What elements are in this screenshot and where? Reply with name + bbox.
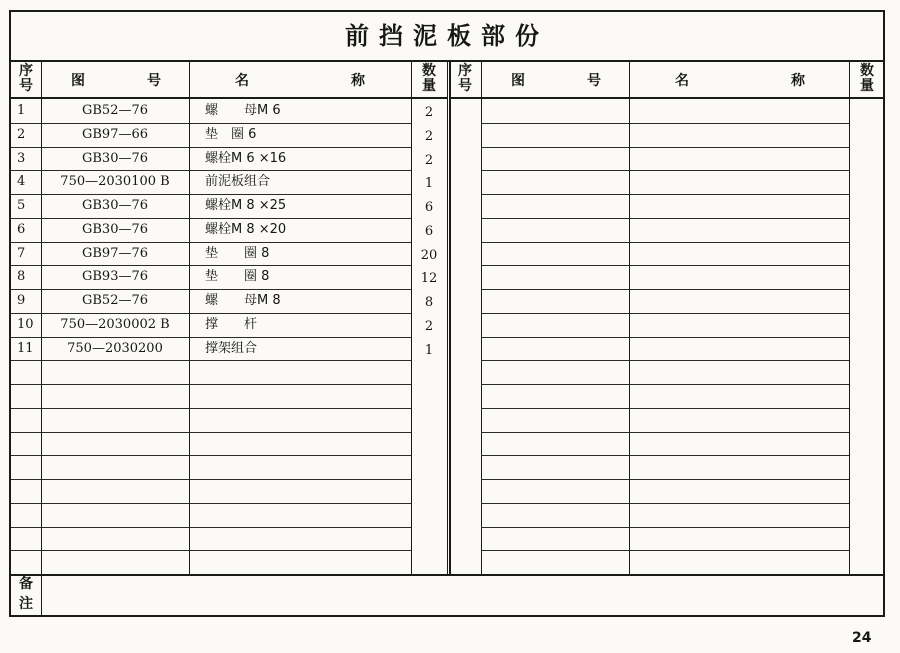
row-drawing-no: GB52—76 <box>81 293 149 308</box>
row-qty: 20 <box>420 247 438 263</box>
row-qty: 2 <box>424 152 434 168</box>
row-qty: 6 <box>424 200 434 215</box>
row-rule <box>481 337 849 338</box>
row-part-name: 螺栓M 8 ×25 <box>205 198 287 213</box>
header-qty-right-1: 数 <box>860 63 874 79</box>
remarks-label-1: 备 <box>19 576 33 592</box>
row-no: 8 <box>17 269 26 285</box>
header-drawing-right-1: 图 <box>511 73 525 89</box>
parts-list-sheet <box>9 10 885 617</box>
page-title: 前挡泥板部份 <box>11 12 883 62</box>
row-qty: 12 <box>420 271 438 287</box>
remarks-label <box>11 574 41 614</box>
row-part-name: 垫 圈 8 <box>205 245 270 261</box>
row-drawing-no: 750—2030100 B <box>60 174 170 190</box>
row-drawing-no: GB93—76 <box>81 269 149 285</box>
row-rule <box>481 360 849 361</box>
row-drawing-no: GB97—66 <box>81 126 149 142</box>
row-part-name: 螺栓M 6 ×16 <box>205 150 287 166</box>
row-rule <box>481 265 849 266</box>
header-qty <box>411 60 447 99</box>
row-no: 9 <box>17 293 26 308</box>
row-no: 5 <box>17 198 26 213</box>
divider <box>447 60 448 574</box>
row-drawing-no: GB30—76 <box>81 150 149 166</box>
row-part-name: 垫 圈 8 <box>205 269 270 285</box>
row-rule <box>481 170 849 171</box>
row-rule <box>481 289 849 290</box>
header-drawing-no <box>41 60 189 99</box>
row-rule <box>11 550 411 551</box>
row-rule <box>481 194 849 195</box>
row-drawing-no: GB52—76 <box>81 103 149 118</box>
header-no-right <box>449 60 481 99</box>
row-qty: 2 <box>424 128 434 144</box>
row-rule <box>481 550 849 551</box>
header-no-1: 序 <box>19 63 33 79</box>
divider <box>629 60 630 574</box>
row-qty: 2 <box>424 318 434 334</box>
header-name-right-2: 称 <box>791 73 805 89</box>
row-no: 4 <box>17 174 26 190</box>
remarks-top-rule <box>11 574 883 576</box>
row-rule <box>11 503 411 504</box>
row-no: 3 <box>17 150 26 166</box>
header-drawing-no-right <box>481 60 629 99</box>
header-no <box>11 60 41 99</box>
row-rule <box>481 432 849 433</box>
header-no-right-1: 序 <box>458 63 472 79</box>
row-rule <box>11 360 411 361</box>
divider <box>41 574 42 617</box>
row-drawing-no: 750—2030002 B <box>60 316 170 332</box>
row-rule <box>481 242 849 243</box>
row-qty: 1 <box>424 176 434 192</box>
page-number: 24 <box>852 630 872 646</box>
row-part-name: 螺 母M 8 <box>205 293 281 308</box>
header-name-1: 名 <box>235 73 249 89</box>
row-no: 11 <box>17 340 34 356</box>
row-qty: 2 <box>424 105 434 120</box>
header-name-right-1: 名 <box>675 73 689 89</box>
row-rule <box>11 408 411 409</box>
row-drawing-no: 750—2030200 <box>67 340 163 356</box>
row-rule <box>481 123 849 124</box>
row-qty: 8 <box>424 295 434 310</box>
header-drawing-right-2: 号 <box>587 73 601 89</box>
row-part-name: 垫 圈 6 <box>205 126 257 142</box>
row-qty: 1 <box>424 342 434 358</box>
header-name-right <box>629 60 849 99</box>
row-rule <box>481 384 849 385</box>
row-rule <box>481 147 849 148</box>
row-drawing-no: GB30—76 <box>81 221 149 237</box>
row-rule <box>481 218 849 219</box>
row-part-name: 撑 杆 <box>205 316 258 332</box>
row-part-name: 撑架组合 <box>205 340 258 356</box>
header-drawing-1: 图 <box>71 73 85 89</box>
header-qty-2: 量 <box>422 78 436 94</box>
header-qty-right <box>849 60 885 99</box>
row-rule <box>481 479 849 480</box>
divider <box>449 60 451 574</box>
divider <box>481 60 482 574</box>
row-drawing-no: GB97—76 <box>81 245 149 261</box>
row-part-name: 前泥板组合 <box>205 174 271 190</box>
row-no: 6 <box>17 221 26 237</box>
row-qty: 6 <box>424 223 434 239</box>
row-rule <box>481 455 849 456</box>
row-part-name: 螺 母M 6 <box>205 103 281 118</box>
row-rule <box>481 503 849 504</box>
header-no-2: 号 <box>19 78 33 94</box>
row-no: 1 <box>17 103 26 118</box>
remarks-label-2: 注 <box>19 596 33 612</box>
row-rule <box>11 479 411 480</box>
row-rule <box>481 408 849 409</box>
header-qty-right-2: 量 <box>860 78 874 94</box>
row-no: 10 <box>17 316 34 332</box>
row-no: 7 <box>17 245 26 261</box>
row-rule <box>11 455 411 456</box>
header-drawing-2: 号 <box>147 73 161 89</box>
row-rule <box>11 527 411 528</box>
row-no: 2 <box>17 126 26 142</box>
header-name <box>189 60 411 99</box>
row-rule <box>11 432 411 433</box>
row-rule <box>11 384 411 385</box>
divider <box>189 60 190 574</box>
row-rule <box>481 313 849 314</box>
divider <box>849 60 850 574</box>
header-no-right-2: 号 <box>458 78 472 94</box>
row-rule <box>481 527 849 528</box>
header-qty-1: 数 <box>422 63 436 79</box>
header-name-2: 称 <box>351 73 365 89</box>
row-part-name: 螺栓M 8 ×20 <box>205 221 287 237</box>
row-drawing-no: GB30—76 <box>81 198 149 213</box>
